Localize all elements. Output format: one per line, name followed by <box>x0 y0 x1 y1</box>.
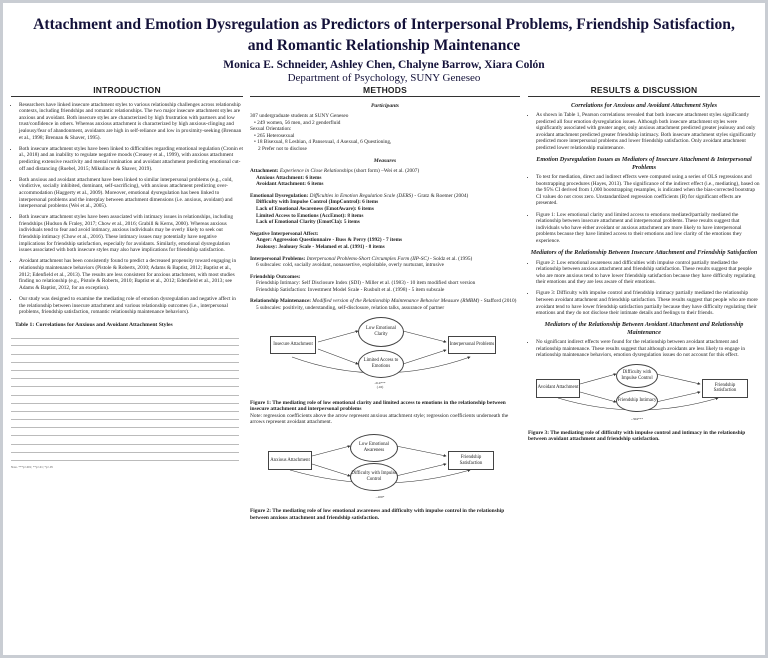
measure-name: Friendship Outcomes: <box>250 273 301 280</box>
measure-name: Interpersonal Problems: <box>250 255 307 262</box>
measure-attachment <box>250 168 520 188</box>
figure-2-caption: Figure 2: The mediating role of low emotional awareness and difficulty with impulse control in the relationship between anxious attachment and friendship satisfaction. <box>250 508 505 521</box>
intro-bullet: • Both anxious and avoidant attachment have been linked to similar interpersonal problems (e.g., cold, vindictive, socially inhibited, dominant, self-sacrificing), with anxious attachment predicting over-accommodation (Haggerty et al., 2009). Moreover, emotional dysregulation has been linked to interpersonal problems and the interplay between attachment dimensions (i.e. anxious, avoidant) and interpersonal problems (Wei et al., 2005). <box>19 177 243 210</box>
intro-bullet: • Both insecure attachment styles have been associated with intimacy issues in relationships, including friendships (Hudson & Fraley, 2017; Chow et al., 2016; Grabill & Kerns, 2000). Whereas anxious individuals tend to fear and avoid intimacy, anxious individuals may be overly likely to seek out friendship intimacy (Chow et al., 2016). These intimacy issues may potentially have negative implications for friendship satisfaction, especially for avoidants. Similarly, emotional dysregulation issues associated with both insecure styles may also have implications for friendship satisfaction. <box>19 214 243 254</box>
fig2-node-difficulty-impulse-control: Difficulty with Impulse Control <box>350 463 398 491</box>
participants-line: 307 undergraduate students at SUNY Geneseo <box>250 113 349 119</box>
results-list <box>528 112 760 152</box>
table-row <box>11 452 239 460</box>
fig1-node-insecure-attachment: Insecure Attachment <box>270 336 316 354</box>
participants-line: • 249 women, 56 men, and 2 genderfluid <box>254 119 341 126</box>
table-row <box>11 387 239 395</box>
fig1-node-low-emotional-clarity: Low Emotional Clarity <box>358 317 404 347</box>
introduction-list <box>11 102 243 316</box>
participants-block <box>250 113 520 153</box>
measure-name: Relationship Maintenance: <box>250 298 313 305</box>
results-bullet: • No significant indirect effects were found for the relationship between avoidant attachment and relationship maintenance. These results suggest that although avoidants are less likely to engage in relationship maintenance behaviors, emotion dysregulation issues do not account for this effect. <box>536 339 760 359</box>
table-row <box>11 354 239 362</box>
fig1-node-interpersonal-problems: Interpersonal Problems <box>448 336 496 354</box>
measure-detail: Lack of Emotional Awareness (EmotAware): 6 items <box>256 205 374 212</box>
methods-heading: METHODS <box>250 87 520 97</box>
table-1-title: Table 1: Correlations for Anxious and Avoidant Attachment Styles <box>15 321 173 328</box>
results-bullet: • To test for mediation, direct and indirect effects were computed using a series of OLS regressions and bootstrapping procedures (Hayes, 2013). The significance of the indirect effect (i.e., mediating), based on the 95% CI derived from 1,000 bootstrapping resamples, is indicated when the bias-corrected bootstrap CI values do not cross zero. Unstandardized regression coefficients (B) for significant effects are presented. <box>536 174 760 207</box>
table-row <box>11 403 239 411</box>
measure-detail: Avoidant Attachment: 6 items <box>256 181 324 188</box>
table-row <box>11 379 239 387</box>
measure-detail: Anxious Attachment: 6 items <box>256 174 322 181</box>
measure-detail: Difficulty with Impulse Control (ImpControl): 6 items <box>256 199 379 206</box>
figure-2-diagram <box>250 434 520 504</box>
figure-3-diagram <box>528 364 760 426</box>
measure-detail: Lack of Emotional Clarity (EmotCla): 5 items <box>256 219 360 226</box>
results-bullet: • Figure 1: Low emotional clarity and limited access to emotions mediated/partially mediated the relationship between insecure attachment and interpersonal problems. These results suggest that individuals who have either avoidant or anxious attachment are more likely to have interpersonal problems because they have limited access to their emotions and low clarity of the emotions they experience. <box>536 212 760 245</box>
table-note: Note. ***p<.001; **p<.01; *p<.05 <box>11 465 53 469</box>
measure-interpersonal-problems <box>250 256 520 269</box>
results-column <box>528 87 760 443</box>
figure-1-diagram <box>250 317 520 397</box>
measure-citation: (short form) –Wei et al. (2007) <box>352 167 420 174</box>
intro-bullet: • Our study was designed to examine the mediating role of emotion dysregulation and negative affect in the relationship between insecure attachment and various relationship outcomes (i.e., interpersonal problems, friendship satisfaction, romantic relationship maintenance behaviors). <box>19 296 243 316</box>
results-bullet: • As shown in Table 1, Pearson correlations revealed that both insecure attachment styles significantly predicted all four emotion dysregulation issues. Although both insecure attachment styles were significantly associated with greater anger, only anxious attachment predicted greater jealousy and only avoidant attachment predicted greater friendship intimacy. Both insecure attachment styles significantly predicted more interpersonal problems and lower friendship satisfaction. Only avoidant attachment predicted lower relationship maintenance. <box>536 112 760 152</box>
authors: Monica E. Schneider, Ashley Chen, Chalyne Barrow, Xiara Colón <box>223 59 545 71</box>
fig1-direct-coefficient: .214*** <box>374 380 386 385</box>
measure-instrument: Interpersonal Problems-Short Circumplex Form (IIP-SC) <box>306 255 429 262</box>
measures-label: Measures <box>373 157 397 164</box>
methods-column <box>250 87 520 521</box>
measure-detail: Friendship Intimacy: Self Disclosure Index (SDI) - Miller et al. (1983) - 10 item modified short version <box>256 280 476 287</box>
table-row <box>11 370 239 378</box>
results-bullet: • Figure 2: Low emotional awareness and difficulties with impulse control partially mediated the relationship between anxious attachment and friendship satisfaction. These results suggest that people who are more anxious tend to have lower friendship satisfaction because they have difficulty regulating their emotions and they are less aware of their emotions. <box>536 260 760 286</box>
measure-citation: - Stafford (2010) <box>479 298 517 305</box>
figure-3-caption: Figure 3: The mediating role of difficulty with impulse control and intimacy in the relationship between avoidant attachment and friendship satisfaction. <box>528 429 746 443</box>
measure-detail: Limited Access to Emotions (AccEmot): 8 items <box>256 212 364 219</box>
introduction-column <box>11 87 243 471</box>
fig1-caption-title: Figure 1: The mediating role of low emotional clarity and limited access to emotions in the relationship between insecure attachment and interpersonal problems <box>250 399 506 413</box>
fig1-caption-note: Note: regression coefficients above the arrow represent anxious attachment style; regression coefficients underneath the arrows represent avoidant attachment. <box>250 412 509 426</box>
fig3-node-difficulty-impulse-control: Difficulty with Impulse Control <box>616 364 658 388</box>
participants-line: Sexual Orientation: <box>250 126 292 133</box>
intro-bullet: • Avoidant attachment has been consistently found to predict a decreased propensity toward engaging in relationship maintenance behaviors (Pistole & Roberts, 2010; Adams & Baptist, 2012; Baptist et al., 2012; Edenfield et al., 2013). The results are less consistent for anxious attachment, with most studies finding no relationship (e.g., Pistole & Roberts, 2010; Baptist et al., 2012; Edenfield et al., 2013; see Adams & Baptist, 2012, for an exception). <box>19 258 243 291</box>
results-subheading: Mediators of the Relationship Between Avoidant Attachment and Relationship Maintenance <box>544 321 744 336</box>
figure-1-caption <box>250 400 520 426</box>
fig3-direct-coefficient: -.304*** <box>630 416 644 421</box>
results-list <box>528 260 760 317</box>
fig1-node-limited-access-to-emotions: Limited Access to Emotions <box>358 350 404 378</box>
measure-instrument: Experience in Close Relationships <box>279 167 353 174</box>
measure-emotional-dysregulation <box>250 193 520 226</box>
intro-bullet: • Researchers have linked insecure attachment styles to various relationship challenges across relationship contexts, including friendships and romantic relationships. The two major insecure attachment styles are anxious and avoidant. Both insecure styles are characterized by high frustration with partners and low trust/confidence in others. Whereas anxious attachment is characterized by high anxious-clinging and jealousy/fear of abandonment, avoidants are high in self-reliance and low in proximity-seeking (Brennan et al., 1998; Brennan & Shaver, 1995). <box>19 102 243 142</box>
participants-line: • 18 Bisexual, 8 Lesbian, 4 Pansexual, 4 Asexual, 6 Questioning, <box>254 139 392 146</box>
table-row <box>11 411 239 419</box>
poster-header <box>3 3 765 85</box>
results-subheading: Mediators of the Relationship Between Insecure Attachment and Friendship Satisfaction <box>530 249 758 257</box>
correlation-table <box>11 332 239 461</box>
table-row <box>11 395 239 403</box>
measure-citation: - Soldz et al. (1995) <box>428 255 473 262</box>
measure-name: Attachment: <box>250 167 280 174</box>
participants-line: • 265 Heterosexual <box>254 132 295 139</box>
fig3-node-friendship-satisfaction: Friendship Satisfaction <box>702 379 748 398</box>
results-heading: RESULTS & DISCUSSION <box>528 87 760 97</box>
measure-detail: Friendship Satisfaction: Investment Model Scale - Rusbult et al. (1998) - 5 item subscale <box>256 286 445 293</box>
measure-detail: Jealousy: Jealousy Scale - Melamed et al. (1991) - 8 items <box>256 243 385 250</box>
department: Department of Psychology, SUNY Geneseo <box>287 72 481 84</box>
table-row <box>11 444 239 452</box>
results-bullet: • Figure 3: Difficulty with impulse control and friendship intimacy partially mediated the relationship between avoidant attachment and friendship satisfaction. These results suggest that people who are more avoidant tend to have lower friendship satisfaction partially because they have difficulty regulating their emotions and they do not disclose their intimate details and feelings to their friends. <box>536 290 760 316</box>
fig3-node-friendship-intimacy: Friendship Intimacy <box>616 390 658 412</box>
measure-negative-affect <box>250 231 520 251</box>
fig1-direct-coefficient-avoidant: (.16) <box>376 384 384 389</box>
table-row <box>11 428 239 436</box>
measure-instrument: Difficulties in Emotion Regulation Scale (DERS) <box>309 192 414 199</box>
table-row <box>11 362 239 370</box>
results-subheading: Emotion Dysregulation Issues as Mediators of Insecure Attachment & Interpersonal Problems <box>536 156 752 171</box>
measure-citation: - Gratz & Roemer (2004) <box>413 192 469 199</box>
measure-relationship-maintenance <box>250 298 520 311</box>
fig2-direct-coefficient: -.100* <box>375 495 385 500</box>
intro-bullet: • Both insecure attachment styles have been linked to difficulties regarding emotional regulation (Cronin et al., 2018) and an inability to regulate negative moods (Creasey et al., 1999), with anxious attachment predicting extensive reactivity and mental rumination and avoidant attachment predicting emotional cut-off and distancing (Ruebel, 2015; Mikulincer & Shaver, 2019). <box>19 146 243 172</box>
results-subheading: Correlations for Anxious and Avoidant Attachment Styles <box>570 101 717 109</box>
fig2-node-friendship-satisfaction: Friendship Satisfaction <box>448 451 494 470</box>
table-row <box>11 346 239 354</box>
results-list <box>528 174 760 245</box>
measure-detail: Anger: Aggression Questionnaire - Buss & Perry (1992) - 7 items <box>256 237 403 244</box>
fig2-node-anxious-attachment: Anxious Attachment <box>268 451 312 470</box>
measure-detail: 5 subscales: positivity, understanding, self-disclosure, relation talks, assurance of partner <box>256 305 445 312</box>
measure-instrument: Modified version of the Relationship Maintenance Behavior Measure (RMBM) <box>312 298 480 305</box>
measure-detail: 6 subscales: cold, socially avoidant, nonassertive, exploitable, overly nurturant, intrusive <box>256 262 444 269</box>
fig2-node-low-emotional-awareness: Low Emotional Awareness <box>350 434 398 462</box>
fig1-direct-effect <box>372 381 388 389</box>
poster-title: Attachment and Emotion Dysregulation as Predictors of Interpersonal Problems, Friendship Satisfaction, and Romantic Relationship Maintenance <box>33 16 735 54</box>
poster <box>3 3 765 655</box>
measure-name: Emotional Dysregulation: <box>250 192 310 199</box>
measure-name: Negative Interpersonal Affect: <box>250 230 319 237</box>
fig3-node-avoidant-attachment: Avoidant Attachment <box>536 379 580 398</box>
introduction-heading: INTRODUCTION <box>11 87 243 97</box>
measure-friendship-outcomes <box>250 274 520 294</box>
table-row <box>11 420 239 428</box>
participants-line: 2 Prefer not to disclose <box>258 145 307 152</box>
participants-label: Participants <box>371 102 399 109</box>
table-row <box>11 436 239 444</box>
results-list <box>528 339 760 359</box>
